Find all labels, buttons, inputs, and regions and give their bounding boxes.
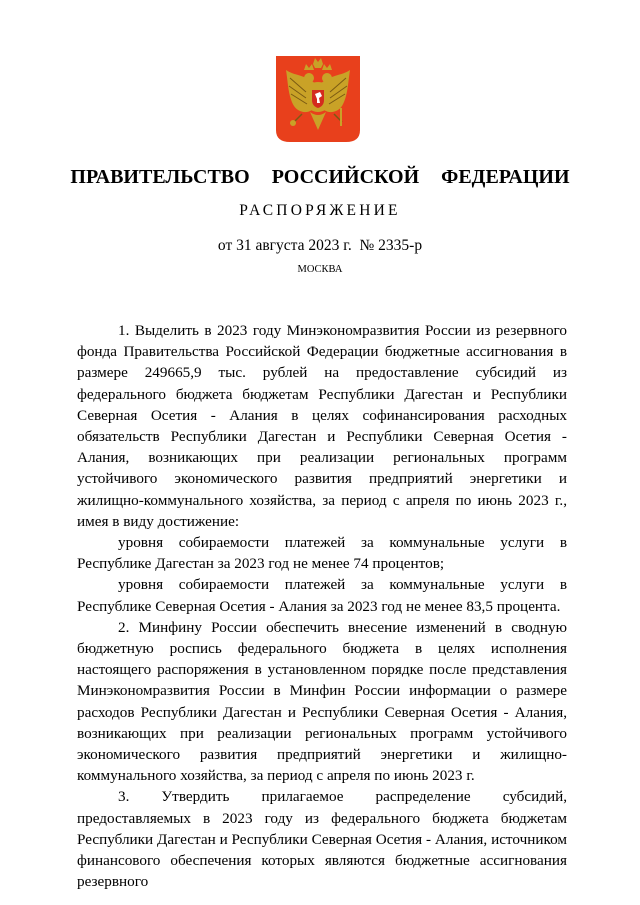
paragraph-2: 2. Минфину России обеспечить внесение изменений в сводную бюджетную роспись федерального бюджета в целях исполнения настоящего распоряжения в установленном порядке после представления Минэкономразвития России в Минфин России информации о размере расходов Республики Дагестан и Республики Северная Осетия - Алания, возникающих при реализации региональных программ устойчивого экономического развития предприятий энергетики и жилищно-коммунального хозяйства, за период с апреля по июнь 2023 г. [77,618,567,785]
paragraph-1b: уровня собираемости платежей за коммунальные услуги в Республике Северная Осетия - Алания за 2023 год не менее 83,5 процента. [77,576,567,615]
document-city: МОСКВА [297,264,343,275]
coat-of-arms-icon [276,56,360,142]
paragraph-3: 3. Утвердить прилагаемое распределение субсидий, предоставляемых в 2023 году из федерального бюджета бюджетам Республики Дагестан и Республики Северная Осетия - Алания, источником финансового обеспечения которых являются бюджетные ассигнования резервного [77,788,567,891]
paragraph-1a: уровня собираемости платежей за коммунальные услуги в Республике Дагестан за 2023 год не менее 74 процентов; [77,534,567,573]
document-body [77,320,567,892]
document-date-number: от 31 августа 2023 г. № 2335-р [217,237,423,254]
paragraph-1: 1. Выделить в 2023 году Минэкономразвития России из резервного фонда Правительства Российской Федерации бюджетные ассигнования в размере 249665,9 тыс. рублей на предоставление субсидий из федерального бюджета бюджетам Республики Дагестан и Республики Северная Осетия - Алания в целях софинансирования расходных обязательств Республики Дагестан и Республики Северная Осетия - Алания, возникающих при реализации региональных программ устойчивого экономического развития предприятий энергетики и жилищно-коммунального хозяйства, за период с апреля по июнь 2023 г., имея в виду достижение: [77,322,567,530]
organization-title: ПРАВИТЕЛЬСТВО РОССИЙСКОЙ ФЕДЕРАЦИИ [70,166,570,188]
document-type: РАСПОРЯЖЕНИЕ [239,202,401,219]
